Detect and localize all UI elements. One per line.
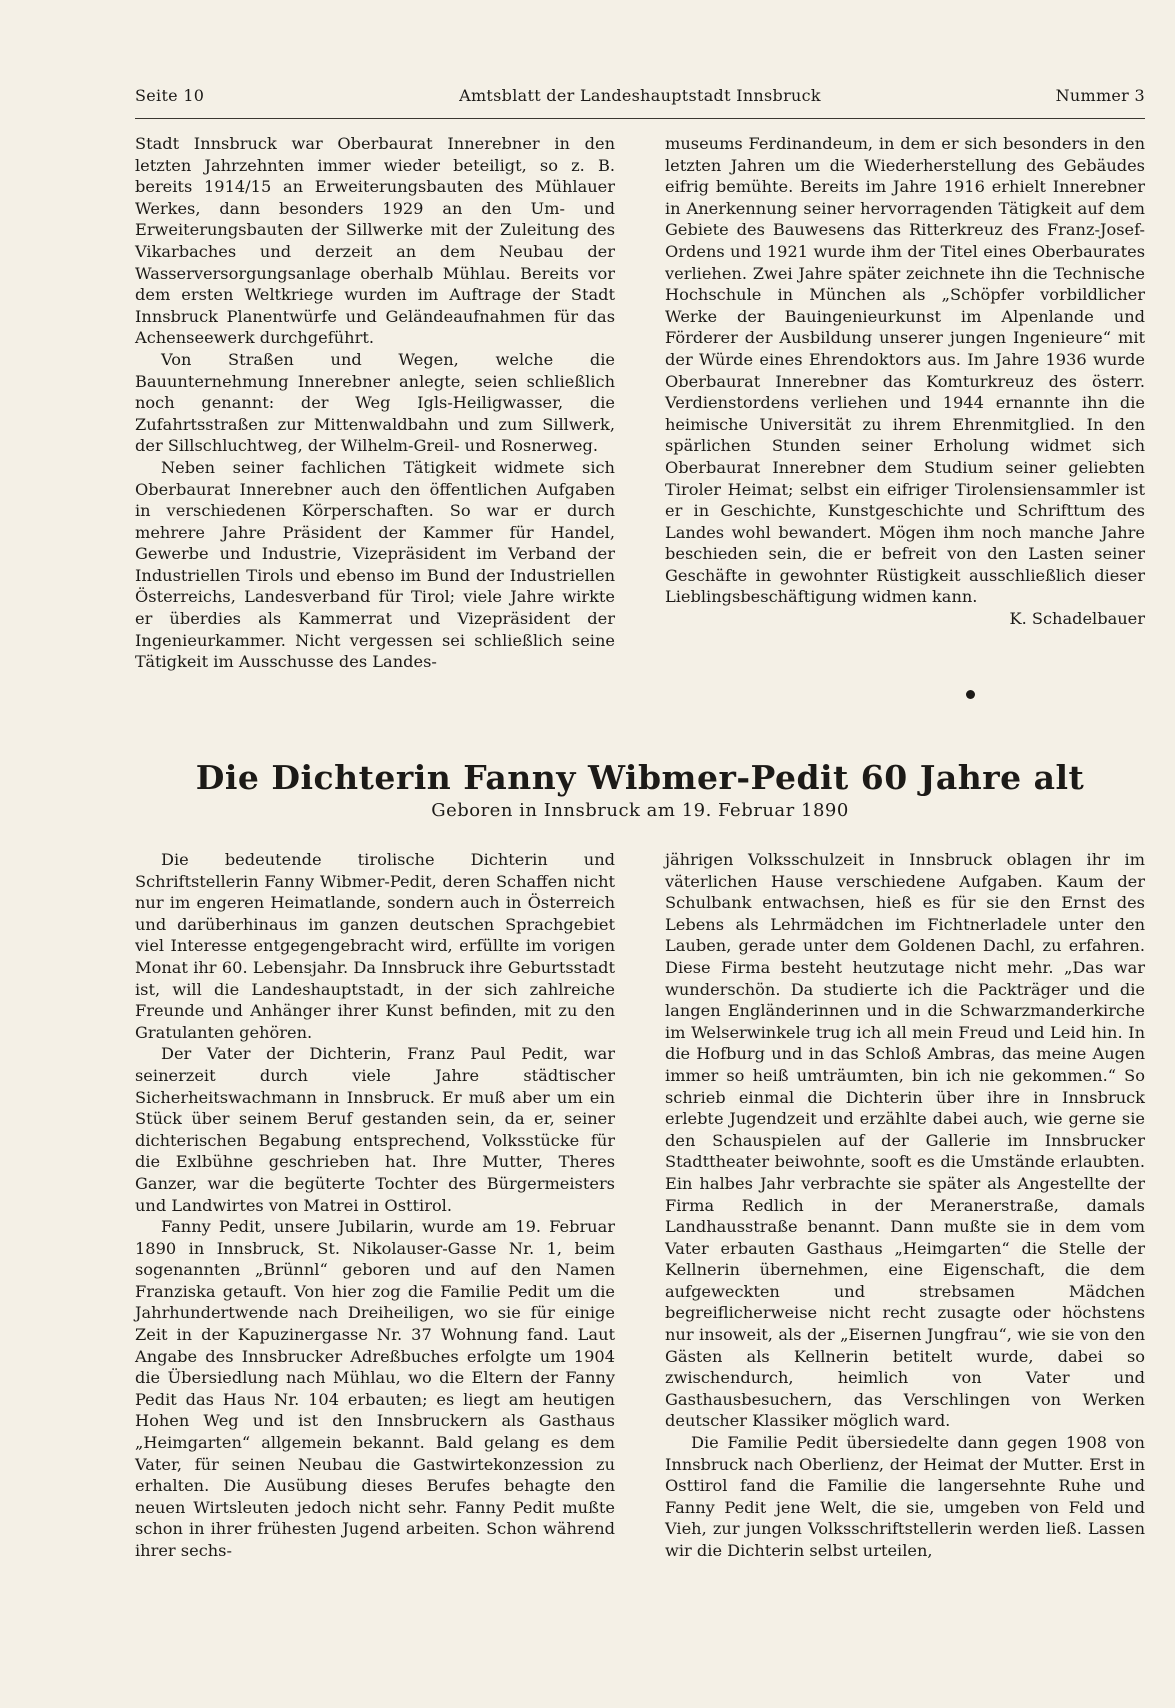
author-signature: K. Schadelbauer	[1009, 609, 1145, 629]
article-left-column	[135, 849, 615, 1562]
header-rule	[135, 118, 1145, 119]
obituary-right-column	[665, 133, 1145, 630]
publication-title: Amtsblatt der Landeshauptstadt Innsbruck	[459, 86, 821, 105]
article-paragraph: jährigen Volksschulzeit in Innsbruck oblagen ihr im väterlichen Hause verschiedene Aufgaben. Kaum der Schulbank entwachsen, hieß es für sie den Ernst des Lebens als Lehrmädchen im Fichtnerladele unter den Lauben, gerade unter dem Goldenen Dachl, zu erfahren. Diese Firma besteht heutzutage nicht mehr. „Das war wunderschön. Da studierte ich die Packträger und die langen Engländerinnen und in die Schwarzmanderkirche im Welserwinkele trug ich all mein Freud und Leid hin. In die Hofburg und in das Schloß Ambras, das meine Augen immer so heiß umträumten, bin ich nie gekommen.“ So schrieb einmal die Dichterin über ihre in Innsbruck erlebte Jugendzeit und erzählte dabei auch, wie gerne sie den Schauspielen auf der Gallerie im Innsbrucker Stadttheater beiwohnte, sooft es die Umstände erlaubten. Ein halbes Jahr verbrachte sie später als Angestellte der Firma Redlich in der Meranerstraße, damals Landhausstraße benannt. Dann mußte sie in dem vom Vater erbauten Gasthaus „Heimgarten“ die Stelle der Kellnerin übernehmen, eine Eigenschaft, die dem aufgeweckten und strebsamen Mädchen begreiflicherweise nicht recht zusagte oder höchstens nur insoweit, als der „Eisernen Jungfrau“, wie sie von den Gästen als Kellnerin betitelt wurde, dabei so zwischendurch, heimlich von Vater und Gasthausbesuchern, das Verschlingen von Werken deutscher Klassiker möglich ward.	[665, 850, 1145, 1431]
article-right-column	[665, 849, 1145, 1562]
obituary-paragraph: Neben seiner fachlichen Tätigkeit widmete sich Oberbaurat Innerebner auch den öffentlichen Aufgaben in verschiedenen Körperschaften. So war er durch mehrere Jahre Präsident der Kammer für Handel, Gewerbe und Industrie, Vizepräsident im Verband der Industriellen Tirols und ebenso im Bund der Industriellen Österreichs, Landesverband für Tirol; viele Jahre wirkte er überdies als Kammerrat und Vizepräsident der Ingenieurkammer. Nicht vergessen sei schließlich seine Tätigkeit im Ausschusse des Landes-	[135, 457, 615, 672]
article-title: Die Dichterin Fanny Wibmer-Pedit 60 Jahre alt	[195, 758, 1085, 797]
section-end-bullet	[966, 690, 975, 699]
obituary-left-column	[135, 133, 615, 673]
article-paragraph: Die Familie Pedit übersiedelte dann gegen 1908 von Innsbruck nach Oberlienz, der Heimat der Mutter. Erst in Osttirol fand die Familie die langersehnte Ruhe und Fanny Pedit jene Welt, die sie, umgeben von Feld und Vieh, zur jungen Volksschriftstellerin werden ließ. Lassen wir die Dichterin selbst urteilen,	[665, 1433, 1145, 1560]
page-header	[135, 86, 1145, 112]
article-subtitle: Geboren in Innsbruck am 19. Februar 1890	[431, 800, 849, 821]
article-paragraph: Fanny Pedit, unsere Jubilarin, wurde am 19. Februar 1890 in Innsbruck, St. Nikolauser-Gasse Nr. 1, beim sogenannten „Brünnl“ geboren und auf den Namen Franziska getauft. Von hier zog die Familie Pedit um die Jahrhundertwende nach Dreiheiligen, wo sie für einige Zeit in der Kapuzinergasse Nr. 37 Wohnung fand. Laut Angabe des Innsbrucker Adreßbuches erfolgte um 1904 die Übersiedlung nach Mühlau, wo die Eltern der Fanny Pedit das Haus Nr. 104 erbauten; es liegt am heutigen Hohen Weg und ist den Innsbruckern als Gasthaus „Heimgarten“ allgemein bekannt. Bald gelang es dem Vater, für seinen Neubau die Gastwirtekonzession zu erhalten. Die Ausübung dieses Berufes behagte den neuen Wirtsleuten jedoch nicht sehr. Fanny Pedit mußte schon in ihrer frühesten Jugend arbeiten. Schon während ihrer sechs-	[135, 1217, 615, 1560]
obituary-paragraph: Stadt Innsbruck war Oberbaurat Innerebner in den letzten Jahrzehnten immer wieder beteiligt, so z. B. bereits 1914/15 an Erweiterungsbauten des Mühlauer Werkes, dann besonders 1929 an den Um- und Erweiterungsbauten der Sillwerke mit der Zuleitung des Vikarbaches und derzeit an dem Neubau der Wasserversorgungsanlage oberhalb Mühlau. Bereits vor dem ersten Weltkriege wurden im Auftrage der Stadt Innsbruck Planentwürfe und Geländeaufnahmen für das Achenseewerk durchgeführt.	[135, 134, 615, 348]
obituary-paragraph: Von Straßen und Wegen, welche die Bauunternehmung Innerebner anlegte, seien schließlich noch genannt: der Weg Igls-Heiligwasser, die Zufahrtsstraßen zur Mittenwaldbahn und zum Sillwerk, der Sillschluchtweg, der Wilhelm-Greil- und Rosnerweg.	[135, 349, 615, 456]
article-paragraph: Die bedeutende tirolische Dichterin und Schriftstellerin Fanny Wibmer-Pedit, deren Schaffen nicht nur im engeren Heimatlande, sondern auch in Österreich und darüberhinaus im ganzen deutschen Sprachgebiet viel Interesse entgegengebracht wird, erfüllte im vorigen Monat ihr 60. Lebensjahr. Da Innsbruck ihre Geburtsstadt ist, will die Landeshauptstadt, in der sich zahlreiche Freunde und Anhänger ihrer Kunst befinden, mit zu den Gratulanten gehören.	[135, 850, 615, 1042]
obituary-paragraph: museums Ferdinandeum, in dem er sich besonders in den letzten Jahren um die Wiederherstellung des Gebäudes eifrig bemühte. Bereits im Jahre 1916 erhielt Innerebner in Anerkennung seiner hervorragenden Tätigkeit auf dem Gebiete des Bauwesens das Ritterkreuz des Franz-Josef-Ordens und 1921 wurde ihm der Titel eines Oberbaurates verliehen. Zwei Jahre später zeichnete ihn die Technische Hochschule in München als „Schöpfer vorbildlicher Werke der Bauingenieurkunst im Alpenlande und Förderer der Ausbildung unserer jungen Ingenieure“ mit der Würde eines Ehrendoktors aus. Im Jahre 1936 wurde Oberbaurat Innerebner das Komturkreuz des österr. Verdienstordens verliehen und 1944 ernannte ihn die heimische Universität zu ihrem Ehrenmitglied. In den spärlichen Stunden seiner Erholung widmet sich Oberbaurat Innerebner dem Studium seiner geliebten Tiroler Heimat; selbst ein eifriger Tirolensiensammler ist er in Geschichte, Kunstgeschichte und Schrifttum des Landes wohl bewandert. Mögen ihm noch manche Jahre beschieden sein, die er befreit von den Lasten seiner Geschäfte in gewohnter Rüstigkeit ausschließlich dieser Lieblingsbeschäftigung widmen kann.	[665, 134, 1145, 607]
issue-number: Nummer 3	[1055, 86, 1145, 105]
page-number: Seite 10	[135, 86, 205, 105]
article-paragraph: Der Vater der Dichterin, Franz Paul Pedit, war seinerzeit durch viele Jahre städtischer Sicherheitswachmann in Innsbruck. Er muß aber um ein Stück über seinem Beruf gestanden sein, da er, seiner dichterischen Begabung entsprechend, Volksstücke für die Exlbühne geschrieben hat. Ihre Mutter, Theres Ganzer, war die begüterte Tochter des Bürgermeisters und Landwirtes von Matrei in Osttirol.	[135, 1044, 615, 1215]
